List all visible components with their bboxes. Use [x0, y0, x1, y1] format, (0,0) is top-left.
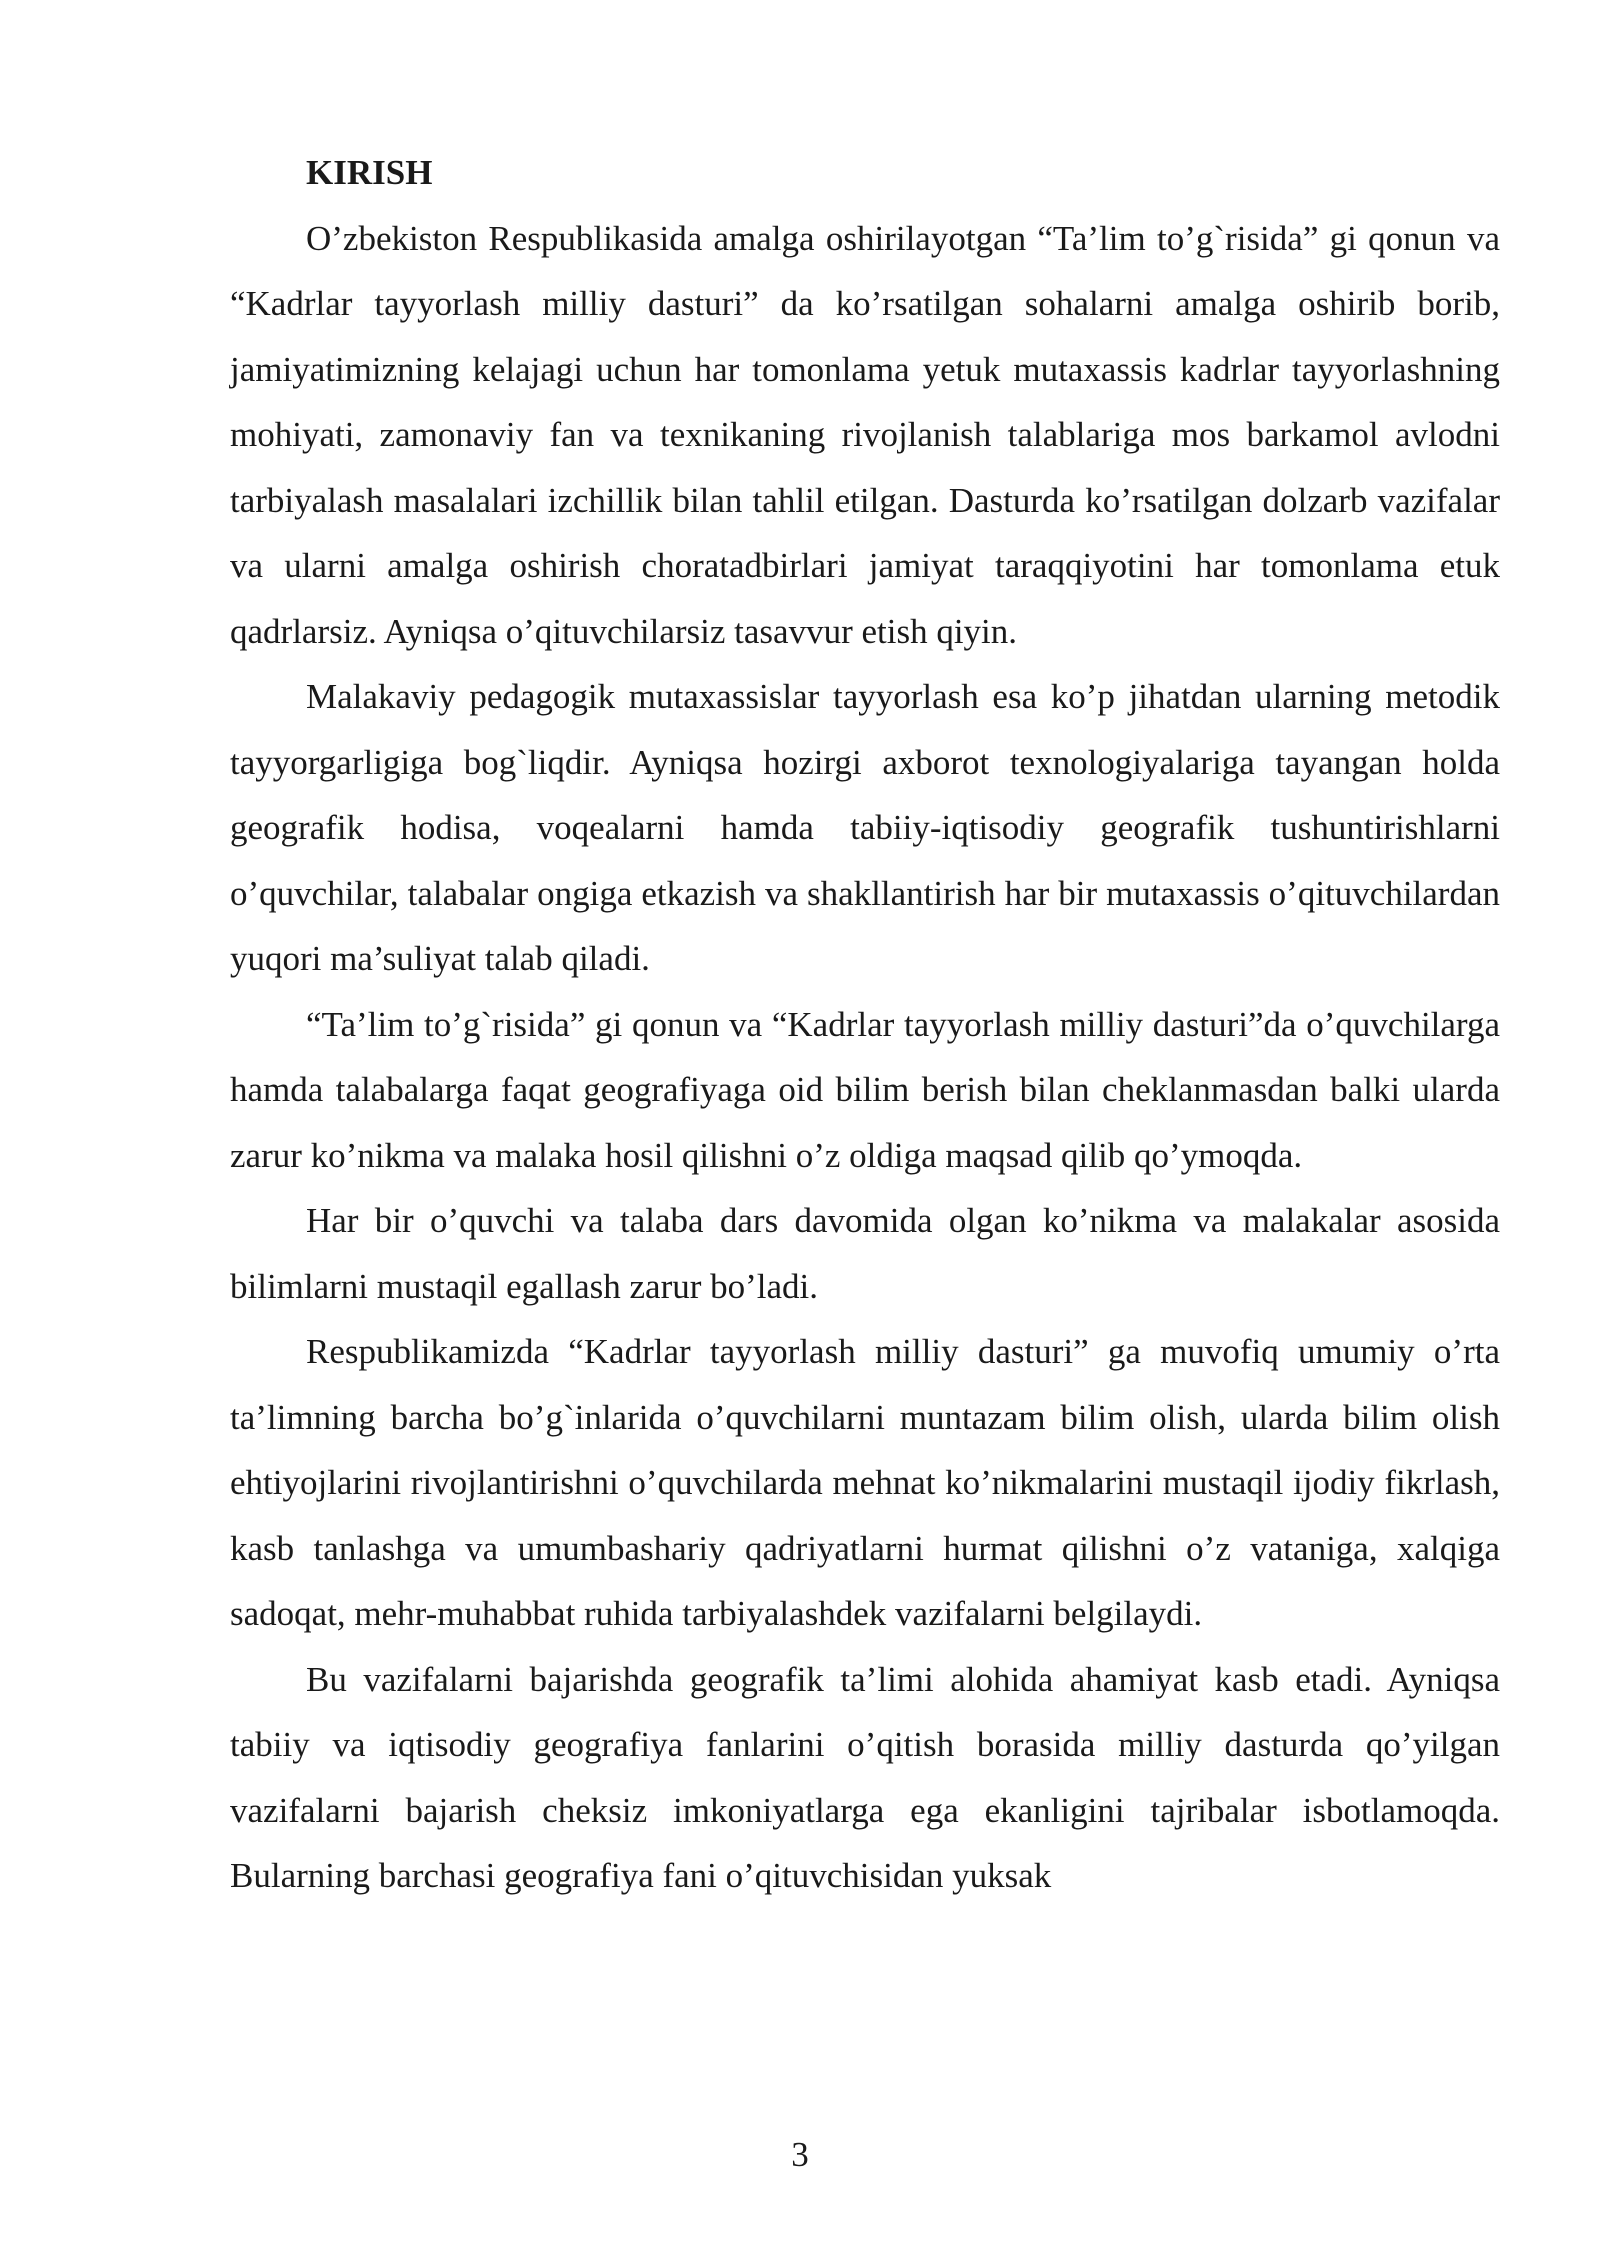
paragraph-4: Har bir o’quvchi va talaba dars davomida olgan ko’nikma va malakalar asosida bilimlarni mustaqil egallash zarur bo’ladi.	[230, 1201, 1500, 1306]
paragraph-5: Respublikamizda “Kadrlar tayyorlash milliy dasturi” ga muvofiq umumiy o’rta ta’limning barcha bo’g`inlarida o’quvchilarni muntazam bilim olish, ularda bilim olish ehtiyojlarini rivojlantirishni o’quvchilarda mehnat ko’nikmalarini mustaqil ijodiy fikrlash, kasb tanlashga va umumbashariy qadriyatlarni hurmat qilishni o’z vataniga, xalqiga sadoqat, mehr-muhabbat ruhida tarbiyalashdek vazifalarni belgilaydi.	[230, 1332, 1500, 1633]
section-heading: KIRISH	[306, 153, 433, 192]
paragraph-3: “Ta’lim to’g`risida” gi qonun va “Kadrlar tayyorlash milliy dasturi”da o’quvchilarga hamda talabalarga faqat geografiyaga oid bilim berish bilan cheklanmasdan balki ularda zarur ko’nikma va malaka hosil qilishni o’z oldiga maqsad qilib qo’ymoqda.	[230, 1004, 1500, 1175]
paragraph-1: O’zbekiston Respublikasida amalga oshirilayotgan “Ta’lim to’g`risida” gi qonun va “Kadrlar tayyorlash milliy dasturi” da ko’rsatilgan sohalarni amalga oshirib borib, jamiyatimizning kelajagi uchun har tomonlama yetuk mutaxassis kadrlar tayyorlashning mohiyati, zamonaviy fan va texnikaning rivojlanish talablariga mos barkamol avlodni tarbiyalash masalalari izchillik bilan tahlil etilgan. Dasturda ko’rsatilgan dolzarb vazifalar va ularni amalga oshirish choratadbirlari jamiyat taraqqiyotini har tomonlama etuk qadrlarsiz. Ayniqsa o’qituvchilarsiz tasavvur etish qiyin.	[230, 218, 1500, 651]
paragraph-6: Bu vazifalarni bajarishda geografik ta’limi alohida ahamiyat kasb etadi. Ayniqsa tabiiy va iqtisodiy geografiya fanlarini o’qitish borasida milliy dasturda qo’yilgan vazifalarni bajarish cheksiz imkoniyatlarga ega ekanligini tajribalar isbotlamoqda. Bularning barchasi geografiya fani o’qituvchisidan yuksak	[230, 1659, 1500, 1895]
page-number: 3	[791, 2135, 809, 2174]
body-text	[230, 140, 1500, 1909]
paragraph-2: Malakaviy pedagogik mutaxassislar tayyorlash esa ko’p jihatdan ularning metodik tayyorgarligiga bog`liqdir. Ayniqsa hozirgi axborot texnologiyalariga tayangan holda geografik hodisa, voqealarni hamda tabiiy-iqtisodiy geografik tushuntirishlarni o’quvchilar, talabalar ongiga etkazish va shakllantirish har bir mutaxassis o’qituvchilardan yuqori ma’suliyat talab qiladi.	[230, 677, 1500, 978]
